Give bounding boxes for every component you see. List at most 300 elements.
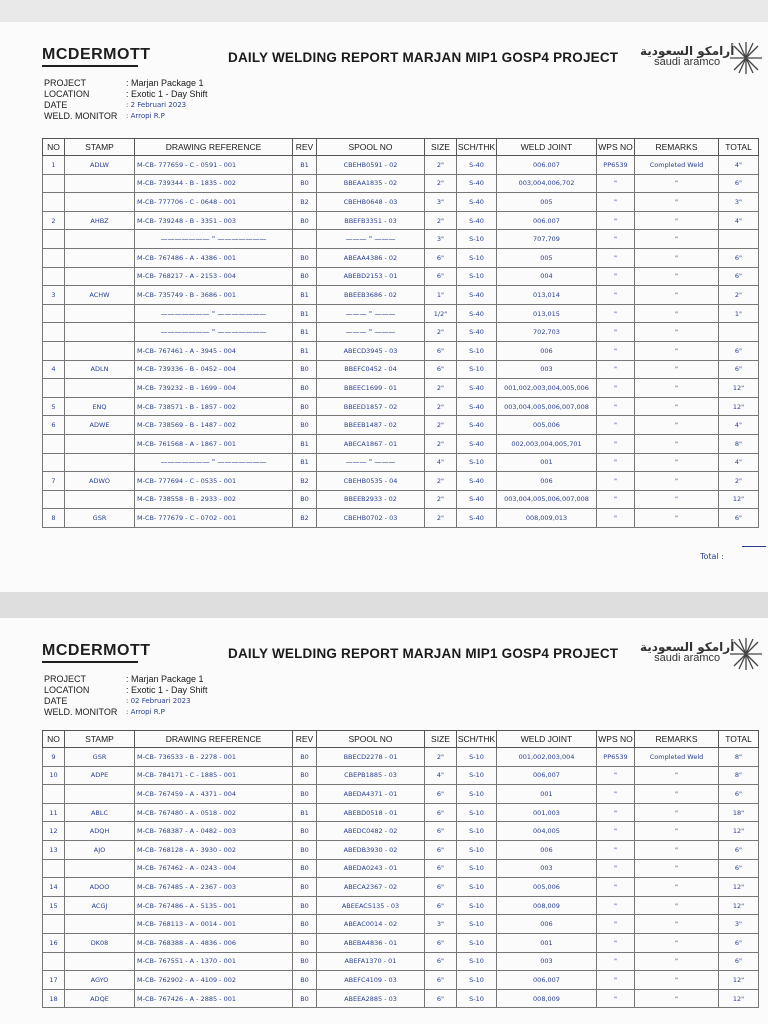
cell-wps-no: " [597,174,635,193]
cell-drawing-reference: M-CB- 739344 - B - 1835 - 002 [135,174,293,193]
cell-total: 12" [719,822,759,841]
header-remarks: REMARKS [635,139,719,156]
cell-wps-no: " [597,267,635,286]
cell-wps-no: " [597,230,635,249]
cell-remarks: " [635,193,719,212]
cell-rev: B2 [293,193,317,212]
header-size: SIZE [425,139,457,156]
cell-size: 4" [425,453,457,472]
cell-remarks: " [635,490,719,509]
cell-wps-no: " [597,989,635,1008]
cell-no [43,248,65,267]
header-sch-thk: SCH/THK [457,731,497,748]
header-sch-thk: SCH/THK [457,139,497,156]
cell-drawing-reference: M-CB- 762902 - A - 4109 - 002 [135,971,293,990]
cell-drawing-reference: M-CB- 767480 - A - 0518 - 002 [135,803,293,822]
cell-weld-joint: 001 [497,933,597,952]
cell-weld-joint: 004 [497,267,597,286]
cell-weld-joint: 001 [497,785,597,804]
cell-size: 6" [425,248,457,267]
welding-table [42,138,759,528]
cell-stamp: ADPE [65,766,135,785]
cell-rev: B0 [293,211,317,230]
cell-stamp: AJO [65,840,135,859]
cell-spool-no: ABEAC0014 - 02 [317,915,425,934]
cell-wps-no: " [597,434,635,453]
aramco-logo: أرامكو السعودية saudi aramco [640,44,735,68]
cell-remarks: " [635,360,719,379]
cell-rev: B1 [293,304,317,323]
cell-drawing-reference: M-CB- 768217 - A - 2153 - 004 [135,267,293,286]
cell-total: 8" [719,766,759,785]
header-no: NO [43,731,65,748]
cell-size: 2" [425,509,457,528]
cell-sch-thk: S-10 [457,822,497,841]
table-row [43,341,759,360]
cell-no: 17 [43,971,65,990]
cell-spool-no: ABEDB3930 - 02 [317,840,425,859]
table-row [43,248,759,267]
cell-drawing-reference: ——————— " ——————— [135,323,293,342]
cell-spool-no: ABEDA0243 - 01 [317,859,425,878]
cell-sch-thk: S-40 [457,379,497,398]
cell-remarks: " [635,971,719,990]
cell-rev: B0 [293,360,317,379]
cell-spool-no: ABEDA4371 - 01 [317,785,425,804]
header-weld-joint: WELD JOINT [497,731,597,748]
cell-size: 6" [425,360,457,379]
cell-weld-joint: 013,014 [497,286,597,305]
table-row [43,878,759,897]
cell-weld-joint: 005,006 [497,878,597,897]
cell-remarks: " [635,453,719,472]
cell-drawing-reference: M-CB- 738558 - B - 2933 - 002 [135,490,293,509]
cell-wps-no: " [597,859,635,878]
cell-weld-joint: 005 [497,248,597,267]
cell-sch-thk: S-10 [457,248,497,267]
cell-rev: B0 [293,878,317,897]
cell-sch-thk: S-10 [457,766,497,785]
page-gap [0,592,768,618]
mcdermott-logo: MCDERMOTT [42,46,150,67]
cell-no [43,915,65,934]
cell-stamp [65,248,135,267]
table-row [43,915,759,934]
header-total: TOTAL [719,731,759,748]
welding-table [42,730,759,1008]
table-row [43,434,759,453]
cell-spool-no: BBEED1857 - 02 [317,397,425,416]
cell-drawing-reference: M-CB- 777706 - C - 0648 - 001 [135,193,293,212]
cell-rev: B0 [293,971,317,990]
cell-drawing-reference: M-CB- 739232 - B - 1699 - 004 [135,379,293,398]
cell-stamp: ENQ [65,397,135,416]
cell-sch-thk: S-10 [457,971,497,990]
cell-sch-thk: S-10 [457,360,497,379]
cell-stamp: GSR [65,748,135,767]
cell-total: 12" [719,490,759,509]
cell-stamp: ADOO [65,878,135,897]
cell-total: 3" [719,193,759,212]
table-row [43,766,759,785]
cell-weld-joint: 006,007 [497,766,597,785]
cell-wps-no: " [597,785,635,804]
aramco-star-icon [728,636,764,672]
cell-stamp: GSR [65,509,135,528]
cell-size: 2" [425,156,457,175]
cell-rev: B1 [293,156,317,175]
table-row [43,803,759,822]
cell-no [43,341,65,360]
cell-remarks: " [635,434,719,453]
aramco-star-icon [728,40,764,76]
cell-size: 3" [425,230,457,249]
cell-drawing-reference: M-CB- 767462 - A - 0243 - 004 [135,859,293,878]
cell-size: 6" [425,896,457,915]
cell-weld-joint: 013,015 [497,304,597,323]
cell-wps-no: " [597,211,635,230]
cell-no [43,304,65,323]
cell-weld-joint: 707,709 [497,230,597,249]
cell-remarks: " [635,248,719,267]
cell-stamp [65,785,135,804]
cell-size: 3" [425,193,457,212]
cell-spool-no: ABEFA1370 - 01 [317,952,425,971]
cell-rev: B0 [293,397,317,416]
cell-spool-no: BBEEB2933 - 02 [317,490,425,509]
cell-sch-thk: S-40 [457,472,497,491]
cell-no: 18 [43,989,65,1008]
table-row [43,785,759,804]
table-row [43,211,759,230]
cell-size: 2" [425,416,457,435]
cell-no [43,952,65,971]
cell-spool-no: BBEEC1699 - 01 [317,379,425,398]
cell-spool-no: ——— " ——— [317,304,425,323]
cell-total: 2" [719,472,759,491]
table-row [43,896,759,915]
cell-remarks: " [635,472,719,491]
cell-sch-thk: S-10 [457,896,497,915]
cell-remarks: " [635,286,719,305]
cell-remarks: " [635,859,719,878]
cell-weld-joint: 008,009 [497,989,597,1008]
cell-spool-no: BBEEB3686 - 02 [317,286,425,305]
report-title: DAILY WELDING REPORT MARJAN MIP1 GOSP4 PROJECT [228,646,619,661]
cell-drawing-reference: M-CB- 777679 - C - 0702 - 001 [135,509,293,528]
cell-total: 1" [719,304,759,323]
header-stamp: STAMP [65,139,135,156]
cell-weld-joint: 003,004,005,006,007,008 [497,490,597,509]
table-row [43,859,759,878]
cell-size: 6" [425,859,457,878]
cell-no [43,193,65,212]
cell-no [43,379,65,398]
cell-no [43,453,65,472]
cell-stamp: ADWE [65,416,135,435]
cell-weld-joint: 005,006 [497,416,597,435]
cell-no: 3 [43,286,65,305]
cell-size: 2" [425,397,457,416]
cell-total: 6" [719,248,759,267]
cell-rev: B0 [293,416,317,435]
cell-sch-thk: S-40 [457,211,497,230]
cell-total: 18" [719,803,759,822]
cell-drawing-reference: M-CB- 777659 - C - 0591 - 001 [135,156,293,175]
cell-rev: B1 [293,453,317,472]
cell-stamp [65,230,135,249]
cell-drawing-reference: M-CB- 768128 - A - 3930 - 002 [135,840,293,859]
cell-weld-joint: 003 [497,952,597,971]
cell-weld-joint: 003,004,005,006,007,008 [497,397,597,416]
cell-stamp [65,490,135,509]
cell-remarks: " [635,785,719,804]
cell-wps-no: " [597,803,635,822]
cell-weld-joint: 008,009 [497,896,597,915]
table-row [43,397,759,416]
cell-no: 5 [43,397,65,416]
cell-weld-joint: 006 [497,341,597,360]
cell-rev: B1 [293,803,317,822]
cell-no [43,490,65,509]
cell-drawing-reference: M-CB- 767459 - A - 4371 - 004 [135,785,293,804]
cell-spool-no: ABEEA2885 - 03 [317,989,425,1008]
cell-weld-joint: 002,003,004,005,701 [497,434,597,453]
table-row [43,822,759,841]
cell-rev: B0 [293,379,317,398]
cell-remarks: " [635,840,719,859]
table-row [43,174,759,193]
cell-sch-thk: S-10 [457,840,497,859]
cell-sch-thk: S-10 [457,989,497,1008]
cell-rev: B0 [293,822,317,841]
cell-size: 6" [425,952,457,971]
cell-wps-no: " [597,360,635,379]
cell-no [43,174,65,193]
table-row [43,286,759,305]
cell-remarks: " [635,915,719,934]
cell-total [719,230,759,249]
cell-size: 2" [425,323,457,342]
cell-rev: B0 [293,766,317,785]
header-rev: REV [293,731,317,748]
cell-wps-no: " [597,379,635,398]
cell-drawing-reference: M-CB- 739336 - B - 0452 - 004 [135,360,293,379]
cell-total [719,323,759,342]
report-meta: PROJECT : Marjan Package 1 LOCATION : Exotic 1 - Day Shift DATE : 02 Februari 2023 WELD. MONITOR : Arropi R.P [44,674,208,717]
cell-stamp [65,193,135,212]
cell-rev: B1 [293,286,317,305]
cell-no: 10 [43,766,65,785]
cell-size: 6" [425,822,457,841]
cell-weld-joint: 001,003 [497,803,597,822]
cell-remarks: " [635,416,719,435]
cell-remarks: " [635,878,719,897]
cell-rev: B0 [293,785,317,804]
cell-remarks: " [635,989,719,1008]
header-rev: REV [293,139,317,156]
cell-size: 2" [425,379,457,398]
cell-sch-thk: S-40 [457,323,497,342]
cell-remarks: " [635,952,719,971]
cell-wps-no: " [597,193,635,212]
cell-drawing-reference: M-CB- 767426 - A - 2885 - 001 [135,989,293,1008]
cell-rev: B0 [293,490,317,509]
cell-drawing-reference: M-CB- 761568 - A - 1867 - 001 [135,434,293,453]
cell-wps-no: " [597,915,635,934]
total-underline [742,546,766,547]
table-row [43,989,759,1008]
cell-spool-no: ABEBD2153 - 01 [317,267,425,286]
cell-size: 6" [425,933,457,952]
cell-size: 6" [425,267,457,286]
cell-weld-joint: 003,004,006,702 [497,174,597,193]
cell-total: 12" [719,989,759,1008]
cell-spool-no: ABEEAC5135 - 03 [317,896,425,915]
cell-remarks: Completed Weld [635,748,719,767]
header-drawing-reference: DRAWING REFERENCE [135,731,293,748]
cell-rev: B0 [293,248,317,267]
cell-total: 6" [719,785,759,804]
cell-drawing-reference: M-CB- 768388 - A - 4836 - 006 [135,933,293,952]
table-row [43,267,759,286]
cell-sch-thk: S-40 [457,156,497,175]
cell-weld-joint: 003 [497,859,597,878]
cell-rev: B0 [293,933,317,952]
cell-spool-no: BBEFB3351 - 03 [317,211,425,230]
cell-spool-no: CBEHB0535 - 04 [317,472,425,491]
cell-drawing-reference: ——————— " ——————— [135,453,293,472]
cell-wps-no: " [597,397,635,416]
cell-spool-no: ABECA2367 - 02 [317,878,425,897]
table-header-row [43,731,759,748]
cell-rev: B0 [293,915,317,934]
cell-remarks: " [635,397,719,416]
cell-total: 6" [719,267,759,286]
cell-sch-thk: S-10 [457,803,497,822]
report-meta: PROJECT : Marjan Package 1 LOCATION : Exotic 1 - Day Shift DATE : 2 Februari 2023 WELD. MONITOR : Arropi R.P [44,78,208,121]
cell-remarks: " [635,341,719,360]
cell-remarks: " [635,174,719,193]
report-sheet-2 [0,618,768,1024]
cell-size: 6" [425,971,457,990]
cell-remarks: " [635,933,719,952]
cell-no: 9 [43,748,65,767]
header-size: SIZE [425,731,457,748]
cell-sch-thk: S-10 [457,933,497,952]
cell-size: 6" [425,989,457,1008]
cell-no: 7 [43,472,65,491]
cell-drawing-reference: M-CB- 767551 - A - 1370 - 001 [135,952,293,971]
cell-rev: B0 [293,840,317,859]
cell-remarks: " [635,896,719,915]
cell-size: 2" [425,490,457,509]
cell-remarks: " [635,766,719,785]
cell-sch-thk: S-40 [457,416,497,435]
cell-size: 6" [425,341,457,360]
cell-spool-no: CBEPB1885 - 03 [317,766,425,785]
cell-total: 12" [719,397,759,416]
table-row [43,379,759,398]
cell-drawing-reference: M-CB- 767485 - A - 2367 - 003 [135,878,293,897]
cell-no: 12 [43,822,65,841]
cell-no: 13 [43,840,65,859]
cell-weld-joint: 702,703 [497,323,597,342]
cell-drawing-reference: M-CB- 777694 - C - 0535 - 001 [135,472,293,491]
header-wps-no: WPS NO [597,731,635,748]
cell-no: 16 [43,933,65,952]
cell-spool-no: ——— " ——— [317,323,425,342]
table-row [43,490,759,509]
cell-stamp [65,434,135,453]
cell-remarks: " [635,822,719,841]
cell-rev: B2 [293,509,317,528]
cell-weld-joint: 001,002,003,004,005,006 [497,379,597,398]
cell-no: 11 [43,803,65,822]
cell-sch-thk: S-40 [457,193,497,212]
cell-spool-no: ABEDC0482 - 02 [317,822,425,841]
table-row [43,416,759,435]
cell-sch-thk: S-40 [457,434,497,453]
cell-no [43,323,65,342]
cell-rev: B1 [293,434,317,453]
cell-drawing-reference: M-CB- 784171 - C - 1885 - 001 [135,766,293,785]
cell-wps-no: " [597,304,635,323]
cell-wps-no: " [597,416,635,435]
total-label: Total : [700,552,724,561]
mcdermott-logo: MCDERMOTT [42,642,150,663]
cell-drawing-reference: M-CB- 768113 - A - 0014 - 001 [135,915,293,934]
cell-stamp [65,341,135,360]
cell-spool-no: ABEBD0518 - 01 [317,803,425,822]
cell-spool-no: ABEFC4109 - 03 [317,971,425,990]
cell-drawing-reference: M-CB- 739248 - B - 3351 - 003 [135,211,293,230]
cell-drawing-reference: M-CB- 767486 - A - 5135 - 001 [135,896,293,915]
header-spool-no: SPOOL NO [317,139,425,156]
cell-size: 2" [425,174,457,193]
cell-spool-no: BBEAA1835 - 02 [317,174,425,193]
cell-stamp: ACHW [65,286,135,305]
cell-stamp: AGYO [65,971,135,990]
cell-stamp [65,174,135,193]
cell-drawing-reference: M-CB- 736533 - B - 2278 - 001 [135,748,293,767]
cell-size: 2" [425,472,457,491]
cell-weld-joint: 001 [497,453,597,472]
cell-remarks: " [635,304,719,323]
cell-rev: B0 [293,267,317,286]
cell-drawing-reference: M-CB- 767461 - A - 3945 - 004 [135,341,293,360]
cell-spool-no: ABEBA4836 - 01 [317,933,425,952]
cell-rev: B0 [293,748,317,767]
cell-sch-thk: S-10 [457,341,497,360]
cell-total: 4" [719,156,759,175]
cell-size: 1/2" [425,304,457,323]
cell-remarks: " [635,211,719,230]
cell-remarks: Completed Weld [635,156,719,175]
cell-drawing-reference: M-CB- 738571 - B - 1857 - 002 [135,397,293,416]
cell-spool-no: ABECD3945 - 03 [317,341,425,360]
table-row [43,304,759,323]
cell-wps-no: " [597,341,635,360]
cell-sch-thk: S-40 [457,286,497,305]
cell-wps-no: " [597,323,635,342]
cell-rev [293,230,317,249]
cell-drawing-reference: M-CB- 767486 - A - 4386 - 001 [135,248,293,267]
cell-weld-joint: 005 [497,193,597,212]
cell-total: 6" [719,174,759,193]
cell-no: 4 [43,360,65,379]
cell-spool-no: CBEHB0648 - 03 [317,193,425,212]
